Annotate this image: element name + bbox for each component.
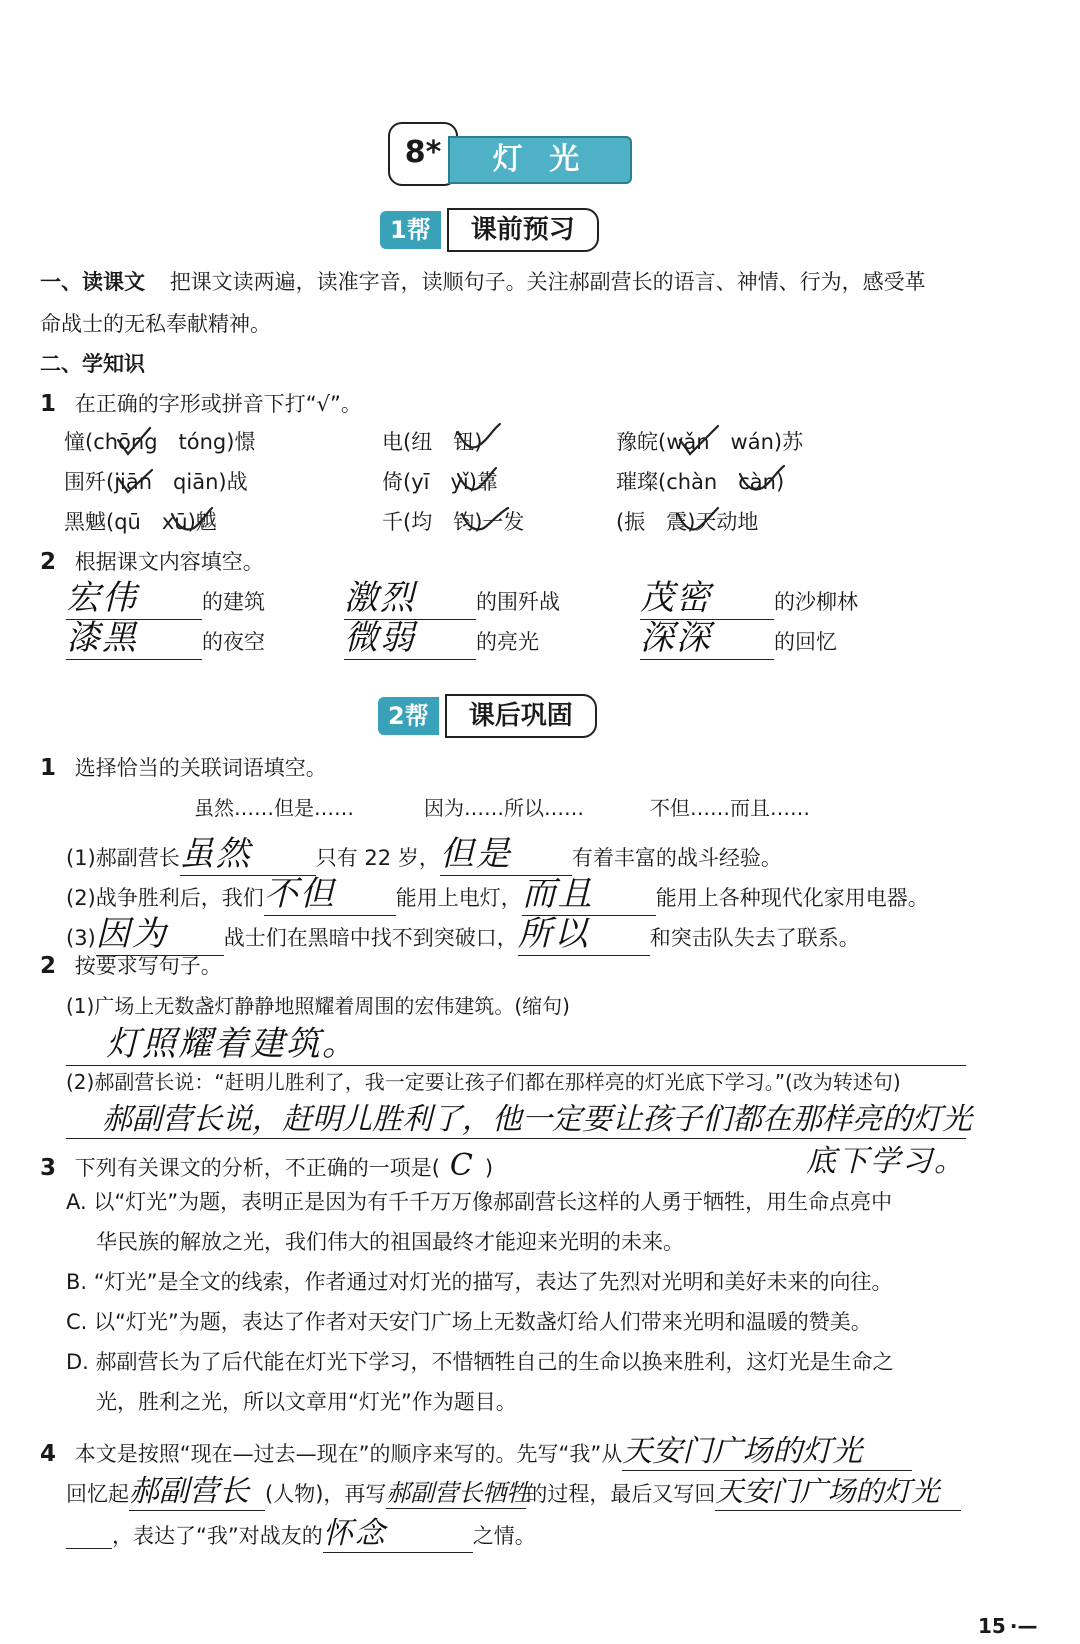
b1-s1-ans2: 但是 xyxy=(440,826,572,876)
q1-item-0-1: 电(纽 钮) xyxy=(382,430,483,454)
section-1-number: 1帮 xyxy=(380,211,441,249)
q1-item-2-1: 千(均 钧)一发 xyxy=(382,510,525,534)
b1-s2-b: 能用上电灯， xyxy=(395,886,522,910)
b4-t1: 本文是按照“现在—过去—现在”的顺序来写的。先写“我”从 xyxy=(74,1442,623,1466)
section-1-title: 课前预习 xyxy=(447,208,599,252)
q2-blank-3 xyxy=(66,610,265,660)
part1-text-line2: 命战士的无私奉献精神。 xyxy=(40,312,271,336)
b2-part2: (2)郝副营长说：“赶明儿胜利了，我一定要让孩子们都在那样亮的灯光底下学习。”(改为转述句) xyxy=(66,1070,901,1094)
q1-item-2-0: 黑魆(qū xū)魆 xyxy=(64,510,217,534)
b1-s1-ans1: 虽然 xyxy=(180,826,316,876)
b4-number: 4 xyxy=(40,1441,57,1467)
b4-t3: (人物)，再写 xyxy=(265,1482,387,1506)
q1-item-0-0: 憧(chōng tóng)憬 xyxy=(64,430,256,454)
b1-prompt xyxy=(40,752,327,782)
q2-answer-3: 漆黑 xyxy=(66,610,202,660)
part1-text-line1: 把课文读两遍，读准字音，读顺句子。关注郝副营长的语言、神情、行为，感受革 xyxy=(169,270,926,294)
b3-text: 下列有关课文的分析，不正确的一项是( xyxy=(74,1156,440,1180)
part1-heading: 一、读课文 xyxy=(40,270,145,294)
b3-option-b: B. “灯光”是全文的线索，作者通过对灯光的描写，表达了先烈对光明和美好未来的向往。 xyxy=(66,1270,893,1294)
b1-s1-c: 有着丰富的战斗经验。 xyxy=(571,846,782,870)
q2-suffix-1: 的围歼战 xyxy=(476,590,560,614)
b3-option-c: C. 以“灯光”为题，表达了作者对天安门广场上无数盏灯给人们带来光明和温暖的赞美。 xyxy=(66,1310,872,1334)
b3-prompt xyxy=(40,1148,493,1183)
b2-answer-1: 灯照耀着建筑。 xyxy=(66,1016,966,1066)
b2-text: 按要求写句子。 xyxy=(74,954,222,978)
b3-answer: C xyxy=(449,1148,475,1183)
b4-line3 xyxy=(66,1508,536,1553)
b2-answer-2-line2: 底下学习。 xyxy=(806,1144,966,1179)
b4-t6: 之情。 xyxy=(472,1524,536,1548)
b1-text: 选择恰当的关联词语填空。 xyxy=(74,756,327,780)
b2-number: 2 xyxy=(40,953,57,979)
b1-option-1: 因为……所以…… xyxy=(424,796,584,820)
part2-heading: 二、学知识 xyxy=(40,352,145,376)
b1-s1-b: 只有 22 岁， xyxy=(315,846,440,870)
b1-s1-a: (1)郝副营长 xyxy=(66,846,180,870)
section-2-badge xyxy=(378,694,597,738)
b4-ans5: 怀念 xyxy=(323,1508,473,1553)
q2-answer-4: 微弱 xyxy=(344,610,476,660)
b1-sentence-3 xyxy=(66,906,860,956)
q2-answer-0: 宏伟 xyxy=(66,570,202,620)
b1-option-2: 不但……而且…… xyxy=(650,796,810,820)
b1-number: 1 xyxy=(40,755,57,781)
b1-s3-ans1: 因为 xyxy=(96,906,224,956)
b4-ans2: 郝副营长 xyxy=(129,1466,265,1511)
q2-text: 根据课文内容填空。 xyxy=(74,550,264,574)
section-1-badge xyxy=(380,208,599,252)
q2-blank-5 xyxy=(640,610,837,660)
q2-number: 2 xyxy=(40,549,57,575)
b3-number: 3 xyxy=(40,1155,57,1181)
b1-s3-c: 和突击队失去了联系。 xyxy=(649,926,860,950)
part1-line1 xyxy=(40,266,926,296)
b1-s2-c: 能用上各种现代化家用电器。 xyxy=(655,886,929,910)
b1-s3-a: (3) xyxy=(66,926,96,950)
page-number-text: 15 xyxy=(978,1614,1006,1638)
b4-ans4: 天安门广场的灯光 xyxy=(715,1470,961,1511)
b4-ans1: 天安门广场的灯光 xyxy=(622,1426,912,1471)
q2-suffix-5: 的回忆 xyxy=(774,630,837,654)
page-number-dash-icon: ·— xyxy=(1009,1614,1038,1638)
q2-blank-4 xyxy=(344,610,539,660)
q1-prompt xyxy=(40,388,362,418)
b3-close: ) xyxy=(484,1156,494,1180)
b2-prompt xyxy=(40,950,222,980)
b2-answer-2-line1: 郝副营长说，赶明儿胜利了，他一定要让孩子们都在那样亮的灯光 xyxy=(66,1094,966,1139)
q2-suffix-4: 的亮光 xyxy=(476,630,539,654)
b4-continuation-line xyxy=(66,1524,112,1549)
b1-option-0: 虽然……但是…… xyxy=(194,796,354,820)
b3-option-a-line1: A. 以“灯光”为题，表明正是因为有千千万万像郝副营长这样的人勇于牺牲，用生命点亮中 xyxy=(66,1190,893,1214)
q1-item-1-1: 倚(yī yǐ)靠 xyxy=(382,470,498,494)
lesson-header xyxy=(388,122,628,184)
b1-s3-ans2: 所以 xyxy=(518,906,650,956)
b1-s3-b: 战士们在黑暗中找不到突破口， xyxy=(223,926,518,950)
b1-s2-a: (2)战争胜利后，我们 xyxy=(66,886,264,910)
q1-item-0-2: 豫皖(wǎn wán)苏 xyxy=(616,430,804,454)
q1-number: 1 xyxy=(40,391,57,417)
lesson-number: 8* xyxy=(388,122,458,186)
b1-s2-ans1: 不但 xyxy=(264,866,396,916)
q2-suffix-2: 的沙柳林 xyxy=(774,590,858,614)
q1-item-2-2: (振 震)天动地 xyxy=(616,510,759,534)
section-2-title: 课后巩固 xyxy=(445,694,597,738)
b3-option-d-line2: 光，胜利之光，所以文章用“灯光”作为题目。 xyxy=(96,1390,517,1414)
q1-item-1-0: 围歼(jiān qiān)战 xyxy=(64,470,248,494)
q2-answer-5: 深深 xyxy=(640,610,774,660)
b3-option-d-line1: D. 郝副营长为了后代能在灯光下学习，不惜牺牲自己的生命以换来胜利，这灯光是生命之 xyxy=(66,1350,894,1374)
q2-suffix-3: 的夜空 xyxy=(202,630,265,654)
b1-s2-ans2: 而且 xyxy=(522,866,656,916)
b4-t4: 的过程，最后又写回 xyxy=(526,1482,716,1506)
q2-answer-1: 激烈 xyxy=(344,570,476,620)
section-2-number: 2帮 xyxy=(378,697,439,735)
b2-part1: (1)广场上无数盏灯静静地照耀着周围的宏伟建筑。(缩句) xyxy=(66,994,570,1018)
q1-item-1-2: 璀璨(chàn càn) xyxy=(616,470,785,494)
b4-t5: ，表达了“我”对战友的 xyxy=(112,1524,323,1548)
q2-suffix-0: 的建筑 xyxy=(202,590,265,614)
q2-answer-2: 茂密 xyxy=(640,570,774,620)
b4-line1 xyxy=(40,1426,912,1471)
page-number xyxy=(978,1614,1037,1638)
b3-option-a-line2: 华民族的解放之光，我们伟大的祖国最终才能迎来光明的未来。 xyxy=(96,1230,684,1254)
q1-text: 在正确的字形或拼音下打“√”。 xyxy=(74,392,362,416)
b4-ans3: 郝副营长牺牲 xyxy=(386,1473,526,1509)
lesson-title: 灯 光 xyxy=(448,136,632,184)
b4-line2 xyxy=(66,1466,961,1511)
b4-t2: 回忆起 xyxy=(66,1482,129,1506)
